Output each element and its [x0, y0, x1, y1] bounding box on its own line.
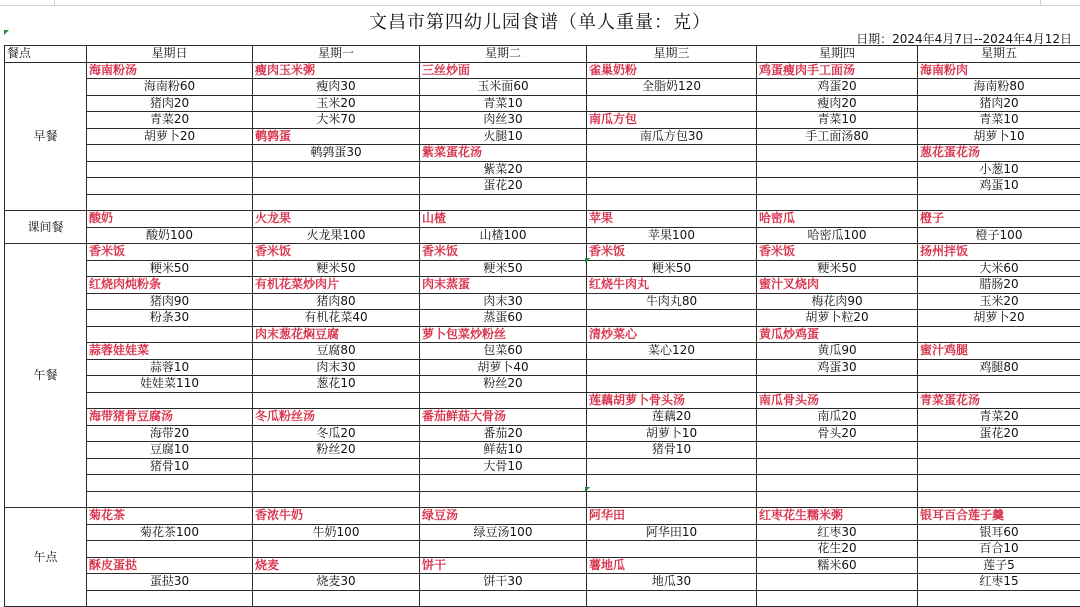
ingredient-amount: 百合10: [918, 541, 1080, 558]
ingredient-amount: [253, 161, 420, 178]
ingredient-amount: [87, 590, 253, 607]
ingredient-amount: 有机花菜40: [253, 310, 420, 327]
day-header: 星期三: [587, 46, 757, 63]
dish-name: 烧麦: [253, 557, 420, 574]
afternoon-row: [5, 590, 1080, 607]
ingredient-amount: 红枣15: [918, 574, 1080, 591]
ingredient-amount: [587, 376, 757, 393]
ingredient-amount: [918, 194, 1080, 211]
dish-name: 南瓜方包: [587, 112, 757, 129]
breakfast-row: [5, 79, 1080, 96]
ingredient-amount: 蒜蓉10: [87, 359, 253, 376]
ingredient-amount: [420, 475, 587, 492]
snack-row: [5, 227, 1080, 244]
dish-name: 红烧牛肉丸: [587, 277, 757, 294]
ingredient-amount: [587, 541, 757, 558]
dish-name: 蜜汁叉烧肉: [757, 277, 918, 294]
snack-row: [5, 211, 1080, 228]
ingredient-amount: [587, 475, 757, 492]
ingredient-amount: [420, 541, 587, 558]
dish-name: 三丝炒面: [420, 62, 587, 79]
ingredient-amount: [587, 491, 757, 508]
afternoon-row: [5, 508, 1080, 525]
dish-name: 哈密瓜: [757, 211, 918, 228]
ingredient-amount: 银耳60: [918, 524, 1080, 541]
ingredient-amount: 粉条30: [87, 310, 253, 327]
dish-name: [87, 392, 253, 409]
ingredient-amount: 酸奶100: [87, 227, 253, 244]
ingredient-amount: 莲子5: [918, 557, 1080, 574]
ingredient-amount: [253, 541, 420, 558]
ingredient-amount: [757, 194, 918, 211]
ingredient-amount: [420, 590, 587, 607]
ingredient-amount: 豆腐80: [253, 343, 420, 360]
ingredient-amount: 牛奶100: [253, 524, 420, 541]
ingredient-amount: [87, 491, 253, 508]
ingredient-amount: 玉米20: [918, 293, 1080, 310]
dish-name: 蜜汁鸡腿: [918, 343, 1080, 360]
ingredient-amount: [253, 458, 420, 475]
ingredient-amount: 葱花10: [253, 376, 420, 393]
lunch-row: [5, 293, 1080, 310]
lunch-row: [5, 425, 1080, 442]
ingredient-amount: [253, 491, 420, 508]
header-row: [5, 46, 1080, 63]
ingredient-amount: [757, 442, 918, 459]
dish-name: 酸奶: [87, 211, 253, 228]
day-header: 星期五: [918, 46, 1080, 63]
lunch-row: [5, 458, 1080, 475]
ingredient-amount: 鲜菇10: [420, 442, 587, 459]
ingredient-amount: 胡萝卜10: [587, 425, 757, 442]
dish-name: 葱花蛋花汤: [918, 145, 1080, 162]
menu-grid: [4, 45, 1080, 607]
ingredient-amount: 海南粉60: [87, 79, 253, 96]
dish-name: 火龙果: [253, 211, 420, 228]
ingredient-amount: 肉丝30: [420, 112, 587, 129]
breakfast-row: [5, 128, 1080, 145]
ingredient-amount: [918, 376, 1080, 393]
ingredient-amount: 菊花茶100: [87, 524, 253, 541]
ingredient-amount: 鸡蛋30: [757, 359, 918, 376]
ingredient-amount: [253, 178, 420, 195]
page-title: 文昌市第四幼儿园食谱（单人重量：克）: [0, 8, 1080, 34]
ingredient-amount: 猪肉80: [253, 293, 420, 310]
ingredient-amount: [420, 194, 587, 211]
ingredient-amount: [757, 161, 918, 178]
ingredient-amount: 糯米60: [757, 557, 918, 574]
meal-column-header: 餐点: [5, 46, 87, 63]
ingredient-amount: 粉丝20: [253, 442, 420, 459]
dish-name: 番茄鲜菇大骨汤: [420, 409, 587, 426]
cell-marker-icon: [585, 487, 590, 492]
ingredient-amount: 青菜10: [757, 112, 918, 129]
lunch-row: [5, 442, 1080, 459]
meal-label-afternoon: 午点: [5, 508, 87, 607]
ingredient-amount: 鸡腿80: [918, 359, 1080, 376]
dish-name: [87, 326, 253, 343]
dish-name: 橙子: [918, 211, 1080, 228]
dish-name: 绿豆汤: [420, 508, 587, 525]
afternoon-row: [5, 524, 1080, 541]
ingredient-amount: 粳米50: [420, 260, 587, 277]
ingredient-amount: 青菜10: [420, 95, 587, 112]
top-column-strip: [0, 0, 1080, 6]
ingredient-amount: 青菜10: [918, 112, 1080, 129]
ingredient-amount: 蒸蛋60: [420, 310, 587, 327]
dish-name: 山楂: [420, 211, 587, 228]
dish-name: 清炒菜心: [587, 326, 757, 343]
breakfast-row: [5, 95, 1080, 112]
dish-name: 雀巢奶粉: [587, 62, 757, 79]
ingredient-amount: [918, 442, 1080, 459]
ingredient-amount: 黄瓜90: [757, 343, 918, 360]
ingredient-amount: 蛋花20: [420, 178, 587, 195]
ingredient-amount: [757, 178, 918, 195]
breakfast-row: [5, 194, 1080, 211]
ingredient-amount: [757, 590, 918, 607]
ingredient-amount: 菜心120: [587, 343, 757, 360]
lunch-row: [5, 310, 1080, 327]
ingredient-amount: 豆腐10: [87, 442, 253, 459]
lunch-row: [5, 260, 1080, 277]
ingredient-amount: 玉米20: [253, 95, 420, 112]
ingredient-amount: 红枣30: [757, 524, 918, 541]
day-header: 星期一: [253, 46, 420, 63]
ingredient-amount: [757, 475, 918, 492]
ingredient-amount: 玉米面60: [420, 79, 587, 96]
cell-marker-icon: [585, 258, 590, 263]
ingredient-amount: [253, 194, 420, 211]
day-header: 星期二: [420, 46, 587, 63]
ingredient-amount: 火腿10: [420, 128, 587, 145]
ingredient-amount: 大米70: [253, 112, 420, 129]
ingredient-amount: 番茄20: [420, 425, 587, 442]
dish-name: 冬瓜粉丝汤: [253, 409, 420, 426]
ingredient-amount: 粉丝20: [420, 376, 587, 393]
ingredient-amount: 粳米50: [587, 260, 757, 277]
ingredient-amount: 饼干30: [420, 574, 587, 591]
ingredient-amount: 瘦肉20: [757, 95, 918, 112]
ingredient-amount: [918, 458, 1080, 475]
dish-name: 红烧肉炖粉条: [87, 277, 253, 294]
ingredient-amount: 胡萝卜40: [420, 359, 587, 376]
ingredient-amount: 阿华田10: [587, 524, 757, 541]
ingredient-amount: 猪肉90: [87, 293, 253, 310]
ingredient-amount: 大米60: [918, 260, 1080, 277]
breakfast-row: [5, 178, 1080, 195]
ingredient-amount: [87, 194, 253, 211]
lunch-row: [5, 392, 1080, 409]
ingredient-amount: [587, 458, 757, 475]
meal-label-lunch: 午餐: [5, 244, 87, 508]
ingredient-amount: [87, 541, 253, 558]
ingredient-amount: 骨头20: [757, 425, 918, 442]
dish-name: 海南粉肉: [918, 62, 1080, 79]
ingredient-amount: [253, 475, 420, 492]
ingredient-amount: 胡萝卜10: [918, 128, 1080, 145]
ingredient-amount: 牛肉丸80: [587, 293, 757, 310]
ingredient-amount: 鸡蛋20: [757, 79, 918, 96]
ingredient-amount: 鸡蛋10: [918, 178, 1080, 195]
ingredient-amount: 包菜60: [420, 343, 587, 360]
breakfast-row: [5, 62, 1080, 79]
ingredient-amount: 梅花肉90: [757, 293, 918, 310]
ingredient-amount: 猪肉20: [918, 95, 1080, 112]
ingredient-amount: 猪肉20: [87, 95, 253, 112]
dish-name: 香米饭: [253, 244, 420, 261]
dish-name: 菊花茶: [87, 508, 253, 525]
ingredient-amount: 全脂奶120: [587, 79, 757, 96]
ingredient-amount: 南瓜20: [757, 409, 918, 426]
ingredient-amount: 山楂100: [420, 227, 587, 244]
ingredient-amount: 烧麦30: [253, 574, 420, 591]
ingredient-amount: [757, 491, 918, 508]
dish-name: 香米饭: [587, 244, 757, 261]
dish-name: 青菜蛋花汤: [918, 392, 1080, 409]
ingredient-amount: 绿豆汤100: [420, 524, 587, 541]
ingredient-amount: [757, 145, 918, 162]
lunch-row: [5, 326, 1080, 343]
ingredient-amount: [587, 194, 757, 211]
day-header: 星期四: [757, 46, 918, 63]
ingredient-amount: [87, 475, 253, 492]
breakfast-row: [5, 112, 1080, 129]
ingredient-amount: [918, 491, 1080, 508]
ingredient-amount: 肉末30: [253, 359, 420, 376]
ingredient-amount: 大骨10: [420, 458, 587, 475]
lunch-row: [5, 244, 1080, 261]
ingredient-amount: 猪骨10: [87, 458, 253, 475]
ingredient-amount: 瘦肉30: [253, 79, 420, 96]
ingredient-amount: 肉末30: [420, 293, 587, 310]
dish-name: 红枣花生糯米粥: [757, 508, 918, 525]
ingredient-amount: 紫菜20: [420, 161, 587, 178]
ingredient-amount: 海带20: [87, 425, 253, 442]
ingredient-amount: 鹌鹑蛋30: [253, 145, 420, 162]
afternoon-row: [5, 541, 1080, 558]
dish-name: [420, 392, 587, 409]
ingredient-amount: 粳米50: [87, 260, 253, 277]
dish-name: 香米饭: [420, 244, 587, 261]
ingredient-amount: 胡萝卜20: [87, 128, 253, 145]
dish-name: 莲藕胡萝卜骨头汤: [587, 392, 757, 409]
ingredient-amount: [420, 491, 587, 508]
dish-name: 鸡蛋瘦肉手工面汤: [757, 62, 918, 79]
afternoon-row: [5, 557, 1080, 574]
ingredient-amount: 地瓜30: [587, 574, 757, 591]
breakfast-row: [5, 145, 1080, 162]
ingredient-amount: 莲藕20: [587, 409, 757, 426]
ingredient-amount: 青菜20: [87, 112, 253, 129]
ingredient-amount: 胡萝卜20: [918, 310, 1080, 327]
ingredient-amount: [587, 161, 757, 178]
ingredient-amount: [757, 376, 918, 393]
ingredient-amount: [587, 178, 757, 195]
lunch-row: [5, 491, 1080, 508]
lunch-row: [5, 359, 1080, 376]
dish-name: 海带猪骨豆腐汤: [87, 409, 253, 426]
dish-name: 瘦肉玉米粥: [253, 62, 420, 79]
lunch-row: [5, 376, 1080, 393]
ingredient-amount: 胡萝卜粒20: [757, 310, 918, 327]
ingredient-amount: [87, 178, 253, 195]
ingredient-amount: 娃娃菜110: [87, 376, 253, 393]
ingredient-amount: 花生20: [757, 541, 918, 558]
day-header: 星期日: [87, 46, 253, 63]
dish-name: 海南粉汤: [87, 62, 253, 79]
dish-name: 扬州拌饭: [918, 244, 1080, 261]
strip-divider: [1040, 0, 1041, 5]
ingredient-amount: 橙子100: [918, 227, 1080, 244]
ingredient-amount: [918, 590, 1080, 607]
ingredient-amount: 腊肠20: [918, 277, 1080, 294]
meal-label-breakfast: 早餐: [5, 62, 87, 211]
ingredient-amount: 手工面汤80: [757, 128, 918, 145]
dish-name: 有机花菜炒肉片: [253, 277, 420, 294]
strip-divider: [54, 0, 55, 5]
dish-name: 肉末葱花焖豆腐: [253, 326, 420, 343]
dish-name: 黄瓜炒鸡蛋: [757, 326, 918, 343]
lunch-row: [5, 475, 1080, 492]
dish-name: 香米饭: [757, 244, 918, 261]
dish-name: 苹果: [587, 211, 757, 228]
breakfast-row: [5, 161, 1080, 178]
ingredient-amount: 冬瓜20: [253, 425, 420, 442]
dish-name: 紫菜蛋花汤: [420, 145, 587, 162]
dish-name: [918, 326, 1080, 343]
ingredient-amount: 青菜20: [918, 409, 1080, 426]
dish-name: 蒜蓉娃娃菜: [87, 343, 253, 360]
lunch-row: [5, 277, 1080, 294]
dish-name: 鹌鹑蛋: [253, 128, 420, 145]
ingredient-amount: 海南粉80: [918, 79, 1080, 96]
ingredient-amount: 猪骨10: [587, 442, 757, 459]
dish-name: [253, 392, 420, 409]
ingredient-amount: 蛋花20: [918, 425, 1080, 442]
ingredient-amount: 粳米50: [757, 260, 918, 277]
dish-name: 阿华田: [587, 508, 757, 525]
ingredient-amount: [757, 458, 918, 475]
ingredient-amount: [587, 590, 757, 607]
lunch-row: [5, 343, 1080, 360]
dish-name: 肉末蒸蛋: [420, 277, 587, 294]
date-range: 日期：2024年4月7日--2024年4月12日: [856, 30, 1072, 47]
ingredient-amount: 火龙果100: [253, 227, 420, 244]
ingredient-amount: [918, 475, 1080, 492]
ingredient-amount: [587, 145, 757, 162]
ingredient-amount: [253, 590, 420, 607]
dish-name: 饼干: [420, 557, 587, 574]
dish-name: 香浓牛奶: [253, 508, 420, 525]
ingredient-amount: 南瓜方包30: [587, 128, 757, 145]
ingredient-amount: [87, 161, 253, 178]
dish-name: 南瓜骨头汤: [757, 392, 918, 409]
dish-name: 薯地瓜: [587, 557, 757, 574]
dish-name: 香米饭: [87, 244, 253, 261]
ingredient-amount: 粳米50: [253, 260, 420, 277]
ingredient-amount: 苹果100: [587, 227, 757, 244]
ingredient-amount: 蛋挞30: [87, 574, 253, 591]
ingredient-amount: [87, 145, 253, 162]
ingredient-amount: [587, 310, 757, 327]
lunch-row: [5, 409, 1080, 426]
dish-name: 酥皮蛋挞: [87, 557, 253, 574]
ingredient-amount: 哈密瓜100: [757, 227, 918, 244]
ingredient-amount: 小葱10: [918, 161, 1080, 178]
dish-name: 萝卜包菜炒粉丝: [420, 326, 587, 343]
dish-name: 银耳百合莲子羹: [918, 508, 1080, 525]
ingredient-amount: [587, 359, 757, 376]
ingredient-amount: [587, 95, 757, 112]
meal-label-snack: 课间餐: [5, 211, 87, 244]
